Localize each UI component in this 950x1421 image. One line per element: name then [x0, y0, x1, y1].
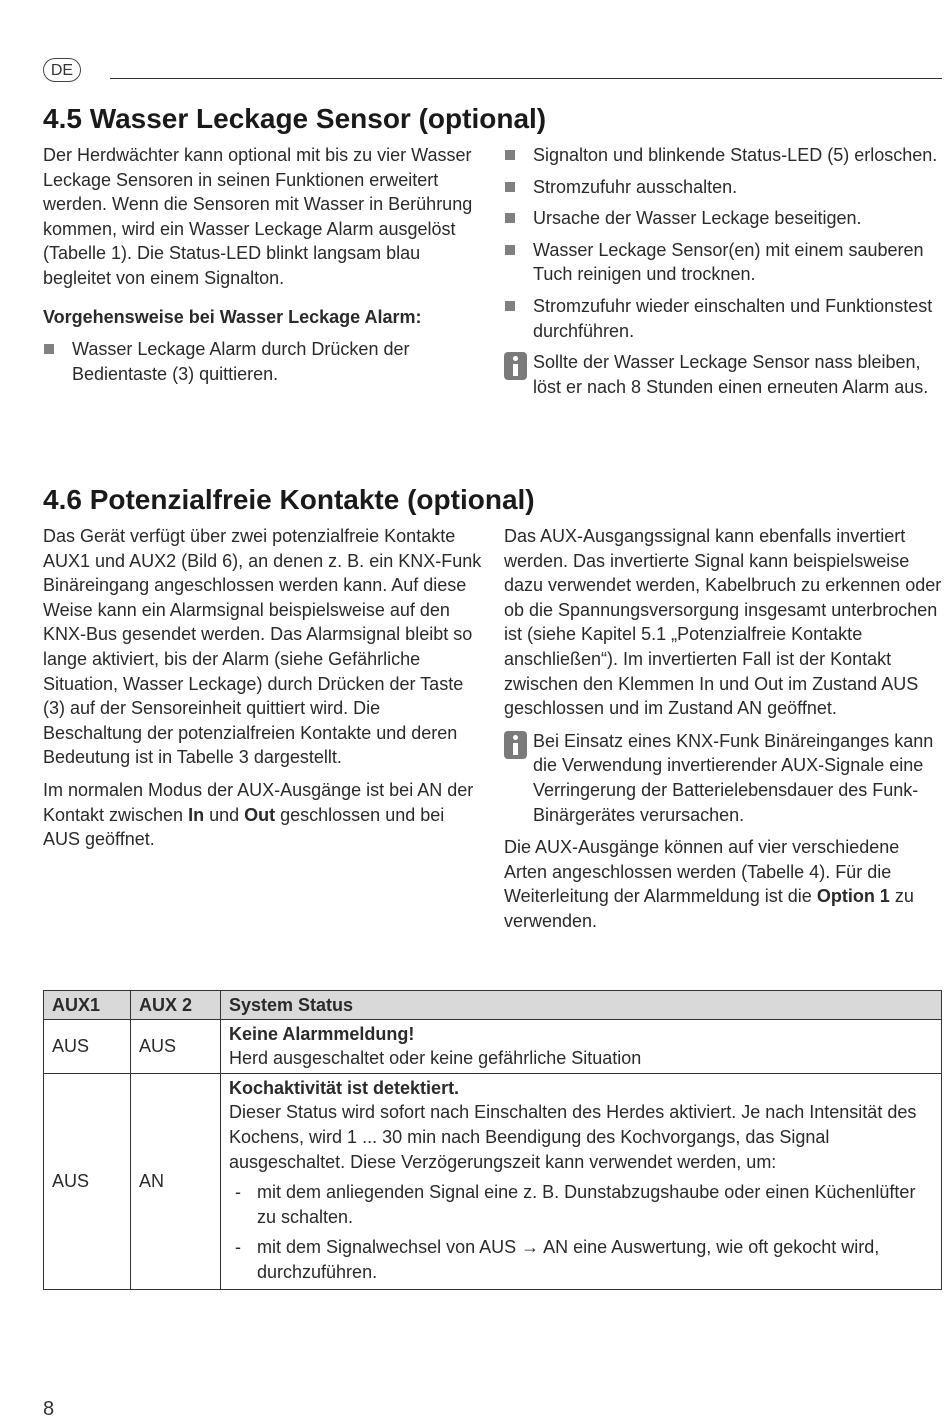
list-item	[504, 206, 942, 231]
status-title: Keine Alarmmeldung!	[229, 1023, 415, 1044]
cell-aux2: AUS	[131, 1019, 221, 1073]
section-4-6-paragraph-normal-mode: Im normalen Modus der AUX-Ausgänge ist bei AN der Kontakt zwischen In und Out geschlossen und bei AUS geöffnet.	[43, 779, 474, 850]
info-text: Sollte der Wasser Leckage Sensor nass bleiben, löst er nach 8 Stunden einen erneuten Alarm aus.	[533, 352, 929, 397]
status-title: Kochaktivität ist detektiert.	[229, 1077, 460, 1098]
section-4-5-intro: Der Herdwächter kann optional mit bis zu vier Wasser Leckage Sensoren in seinen Funktionen erweitert werden. Wenn die Sensoren mit Wasser in Berührung kommen, wird ein Wasser Leckage Alarm ausgelöst (Tabelle 1). Die Status-LED blinkt langsam blau begleitet von einem Signalton.	[43, 145, 473, 288]
step-text: Ursache der Wasser Leckage beseitigen.	[533, 208, 862, 229]
info-text: Bei Einsatz eines KNX-Funk Binäreinganges kann die Verwendung invertierender AUX-Signale eine Verringerung der Batterielebensdauer des Funk-Binärgerätes verursachen.	[533, 730, 934, 825]
list-item	[504, 238, 942, 287]
step-text: Wasser Leckage Alarm durch Drücken der Bedientaste (3) quittieren.	[72, 339, 410, 384]
column-header-aux2: AUX 2	[131, 991, 221, 1020]
table-row	[44, 1073, 942, 1289]
cell-aux1: AUS	[44, 1073, 131, 1289]
list-item: - mit dem Signalwechsel von AUS → AN eine Auswertung, wie oft gekocht wird, durchzuführen.	[235, 1237, 880, 1282]
status-text: Dieser Status wird sofort nach Einschalten des Herdes aktiviert. Je nach Intensität des Kochens, wird 1 ... 30 min nach Beendigung des Kochvorgangs, das Signal ausgeschaltet. Diese Verzögerungszeit kann verwendet werden, um:	[229, 1102, 917, 1172]
list-item	[43, 337, 483, 386]
step-text: Stromzufuhr ausschalten.	[533, 176, 738, 197]
square-bullet-icon	[44, 344, 54, 354]
section-4-5-right-column	[504, 143, 942, 399]
aux-status-table	[43, 990, 942, 1290]
info-icon	[504, 731, 527, 759]
square-bullet-icon	[505, 182, 515, 192]
cell-status	[221, 1019, 942, 1073]
list-item	[504, 143, 942, 168]
step-text: Wasser Leckage Sensor(en) mit einem sauberen Tuch reinigen und trocknen.	[533, 239, 924, 285]
section-4-6-title: 4.6 Potenzialfreie Kontakte (optional)	[43, 484, 535, 515]
info-icon	[504, 352, 527, 380]
status-text: Herd ausgeschaltet oder keine gefährliche Situation	[229, 1048, 642, 1069]
list-item	[504, 294, 942, 343]
list-item: - mit dem anliegenden Signal eine z. B. Dunstabzugshaube oder einen Küchenlüfter zu schalten.	[235, 1182, 916, 1227]
table-header-row	[44, 991, 942, 1020]
section-4-6-paragraph: Das Gerät verfügt über zwei potenzialfreie Kontakte AUX1 und AUX2 (Bild 6), an denen z. B. ein KNX-Funk Binäreingang angeschlossen werden kann. Auf diese Weise kann ein Alarmsignal beispielsweise auf den KNX-Bus gesendet werden. Das Alarmsignal bleibt so lange aktiviert, bis der Alarm (siehe Gefährliche Situation, Wasser Leckage) durch Drücken der Taste (3) auf der Sensoreinheit quittiert wird. Die Beschaltung der potenzialfreien Kontakte und deren Bedeutung ist in Tabelle 3 dargestellt.	[43, 526, 482, 768]
info-note	[504, 350, 942, 399]
section-4-6-paragraph-options: Die AUX-Ausgänge können auf vier verschiedene Arten angeschlossen werden (Tabelle 4). Für die Weiterleitung der Alarmmeldung ist die Option 1 zu verwenden.	[504, 837, 914, 931]
section-4-5-left-column	[43, 143, 483, 393]
procedure-heading: Vorgehensweise bei Wasser Leckage Alarm:	[43, 306, 422, 327]
language-badge: DE	[43, 58, 81, 82]
section-4-6-right-column	[504, 524, 942, 942]
page-number: 8	[43, 1398, 55, 1420]
section-4-6-paragraph-inverted: Das AUX-Ausgangssignal kann ebenfalls invertiert werden. Das invertierte Signal kann beispielsweise dazu verwendet werden, Kabelbruch zu erkennen oder ob die Spannungsversorgung insgesamt unterbrochen ist (siehe Kapitel 5.1 „Potenzialfreie Kontakte anschließen“). Im invertierten Fall ist der Kontakt zwischen den Klemmen In und Out im Zustand AUS geschlossen und im Zustand AN geöffnet.	[504, 526, 942, 719]
square-bullet-icon	[505, 150, 515, 160]
column-header-system-status: System Status	[221, 991, 942, 1020]
step-text: Signalton und blinkende Status-LED (5) erloschen.	[533, 145, 938, 165]
square-bullet-icon	[505, 245, 515, 255]
square-bullet-icon	[505, 301, 515, 311]
section-4-6-left-column	[43, 524, 483, 860]
cell-aux1: AUS	[44, 1019, 131, 1073]
cell-aux2: AN	[131, 1073, 221, 1289]
column-header-aux1: AUX1	[44, 991, 131, 1020]
cell-status	[221, 1073, 942, 1289]
square-bullet-icon	[505, 213, 515, 223]
step-text: Stromzufuhr wieder einschalten und Funktionstest durchführen.	[533, 295, 933, 341]
info-note	[504, 729, 942, 827]
list-item	[504, 175, 942, 200]
header-rule	[110, 78, 942, 79]
table-row	[44, 1019, 942, 1073]
section-4-5-title: 4.5 Wasser Leckage Sensor (optional)	[43, 103, 547, 134]
